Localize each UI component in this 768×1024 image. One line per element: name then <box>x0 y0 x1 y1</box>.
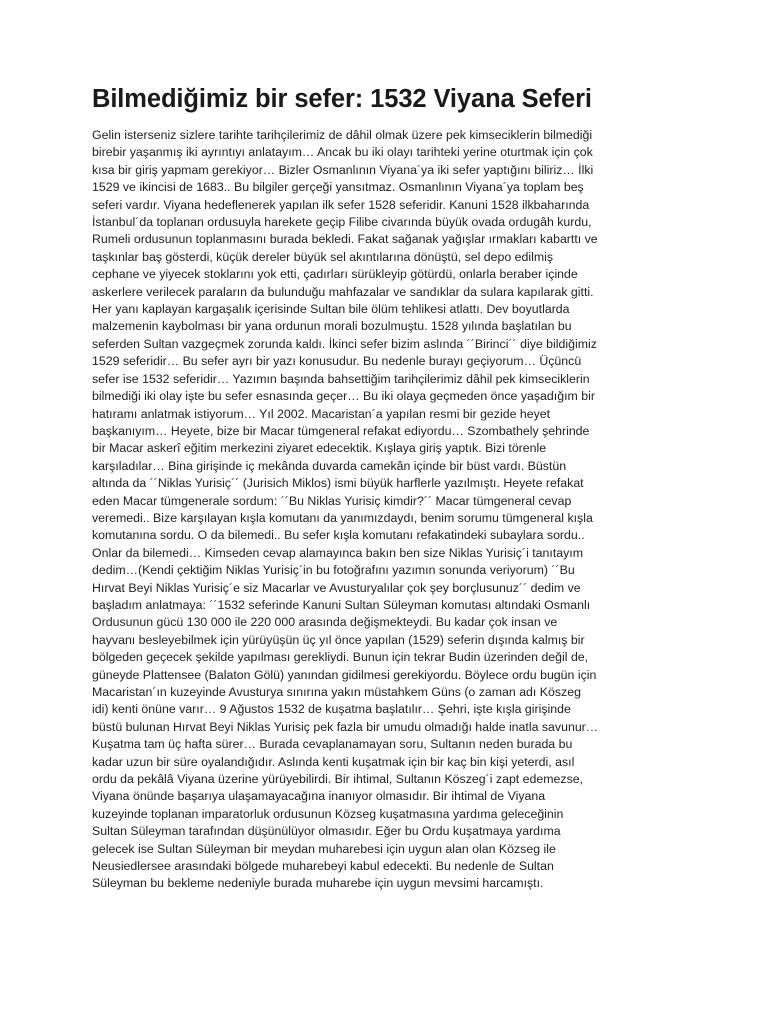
body-line: seferden Sultan vazgeçmek zorunda kaldı. İkinci sefer bizim aslında ´´Birinci´´ diye bildiğimiz <box>92 336 597 351</box>
body-line: eden Macar tümgenerale sordum: ´´Bu Niklas Yurisiç kimdir?´´ Macar tümgeneral cevap <box>92 493 572 508</box>
body-line: taşkınlar baş gösterdi, küçük dereler büyük sel akıntılarına dönüştü, sel depo edilmiş <box>92 249 554 264</box>
body-line: hatıramı anlatmak istiyorum… Yıl 2002. Macaristan´a yapılan resmi bir gezide heyet <box>92 406 551 421</box>
body-line: komutanına sordu. O da bilemedi.. Bu sefer kışla komutanı refakatindeki subaylara sordu.. <box>92 528 585 543</box>
body-line: malzemenin kaybolması bir yana ordunun morali bozulmuştu. 1528 yılında başlatılan bu <box>92 319 572 334</box>
body-line: kuzeyinde toplanan imparatorluk ordusunun Közseg kuşatmasına yardıma geleceğinin <box>92 806 564 821</box>
body-line: gelecek ise Sultan Süleyman bir meydan muharebesi için uygun alan olan Közseg ile <box>92 841 556 856</box>
body-line: başkanıyım… Heyete, bize bir Macar tümgeneral refakat ediyordu… Szombathely şehrinde <box>92 423 590 438</box>
body-line: Macaristan´ın kuzeyinde Avusturya sınırına yakın müstahkem Güns (o zaman adı Köszeg <box>92 685 581 699</box>
body-line: Viyana önünde başarıya ulaşamayacağına inanıyor olmasıdır. Bir ihtimal de Viyana <box>92 789 546 804</box>
body-line: başladım anlatmaya: ´´1532 seferinde Kanuni Sultan Süleyman komutası altındaki Osmanlı <box>92 597 591 612</box>
body-line: hayvanı besleyebilmek için yürüyüşün üç yıl önce yapılan (1529) seferin dışında kalmış bir <box>92 632 585 647</box>
body-line: Ordusunun gücü 130 000 ile 220 000 arasında değişmekteydi. Bu kadar çok insan ve <box>92 615 558 630</box>
body-line: bir Macar askerî eğitim merkezini ziyaret edecektik. Kışlaya giriş yaptık. Bizi törenle <box>92 441 547 456</box>
body-line: birebir yaşanmış iki ayrıntıyı anlatayım… Ancak bu iki olayı tarihteki yerine oturtmak için çok <box>92 145 593 160</box>
body-line: 1529 ve ikincisi de 1683.. Bu bilgiler gerçeği yansıtmaz. Osmanlının Viyana´ya toplam beş <box>92 180 584 195</box>
body-line: askerlere verilecek paraların da bulunduğu mahfazalar ve sandıklar da sulara kapılarak gitti. <box>92 284 594 299</box>
body-line: sefer ise 1532 seferidir… Yazımın başında bahsettiğim tarihçilerimiz dâhil pek kimseciklerin <box>92 371 590 386</box>
body-line: Kuşatma tam üç hafta sürer… Burada cevaplanamayan soru, Sultanın neden burada bu <box>92 737 573 752</box>
document-body <box>92 127 688 893</box>
body-line: büstü bulunan Hırvat Beyi Niklas Yurisiç pek fazla bir umudu olmadığı halde inatla savunur… <box>92 719 599 734</box>
body-line: Neusiedlersee arasındaki bölgede muharebeyi kabul edecekti. Bu nedenle de Sultan <box>92 859 554 874</box>
body-line: Sultan Süleyman tarafından düşünülüyor olmasıdır. Eğer bu Ordu kuşatmaya yardıma <box>92 824 561 839</box>
document-title: Bilmediğimiz bir sefer: 1532 Viyana Seferi <box>92 85 592 113</box>
body-line: güneyde Plattensee (Balaton Gölü) yanından gidilmesi gerekiyordu. Böylece ordu bugün için <box>92 667 597 682</box>
body-line: bölgeden geçecek şekilde yapılması gerekliydi. Bunun için tekrar Budin üzerinden değil de, <box>92 650 589 665</box>
body-line: cephane ve yiyecek stoklarını yok etti, çadırları sürükleyip götürdü, onlarla beraber içinde <box>92 267 578 282</box>
body-line: dedim…(Kendi çektiğim Niklas Yurisiç´in bu fotoğrafını yazımın sonunda veriyorum) ´´Bu <box>92 563 575 578</box>
body-line: bilmediği iki olay işte bu sefer esnasında geçer… Bu iki olaya geçmeden önce yaşadığım bir <box>92 389 595 404</box>
body-line: ordu da pekâlâ Viyana üzerine yürüyebilirdi. Bir ihtimal, Sultanın Köszeg´i zapt edemezse, <box>92 772 584 787</box>
body-line: Hırvat Beyi Niklas Yurisiç´e siz Macarlar ve Avusturyalılar çok şey borçlusunuz´´ dedim ve <box>92 580 581 595</box>
body-line: kısa bir giriş yapmam gerekiyor… Bizler Osmanlının Viyana´ya iki sefer yaptığını biliriz… İlki <box>92 162 594 177</box>
body-line: altında da ´´Niklas Yurisiç´´ (Jurisich Miklos) ismi büyük harflerle yazılmıştı. Heyete refakat <box>92 476 584 491</box>
body-line: idi) kenti önüne varır… 9 Ağustos 1532 de kuşatma başlatılır… Şehri, işte kışla girişinde <box>92 702 571 717</box>
body-line: Her yanı kaplayan kargaşalık içerisinde Sultan bile ölüm tehlikesi atlattı. Dev boyutlarda <box>92 302 570 317</box>
body-line: Onlar da bilemedi… Kimseden cevap alamayınca bakın ben size Niklas Yurisiç´i tanıtayım <box>92 545 584 560</box>
body-line: kadar uzun bir süre oyalandığıdır. Aslında kenti kuşatmak için bir kaç bin kişi yeterdi, asıl <box>92 754 575 769</box>
body-line: seferi vardır. Viyana hedeflenerek yapılan ilk sefer 1528 seferidir. Kanuni 1528 ilkbaharında <box>92 197 590 212</box>
body-line: 1529 seferidir… Bu sefer ayrı bir yazı konusudur. Bu nedenle burayı geçiyorum… Üçüncü <box>92 354 582 369</box>
body-line: Rumeli ordusunun toplanmasını burada bekledi. Fakat sağanak yağışlar ırmakları kabarttı ve <box>92 232 598 247</box>
body-line: Gelin isterseniz sizlere tarihte tarihçilerimiz de dâhil olmak üzere pek kimseciklerin bilmediği <box>92 128 593 142</box>
body-line: İstanbul´da toplanan ordusuyla harekete geçip Filibe civarında büyük ovada ordugâh kurdu, <box>92 215 592 230</box>
body-line: veremedi.. Bize karşılayan kışla komutanı da yanımızdaydı, benim sorumu tümgeneral kışla <box>92 510 593 525</box>
body-line: Süleyman bu bekleme nedeniyle burada muharebe için uygun mevsimi harcamıştı. <box>92 876 544 891</box>
body-line: karşıladılar… Bina girişinde iç mekânda duvarda camekân içinde bir büst vardı. Büstün <box>92 458 567 473</box>
